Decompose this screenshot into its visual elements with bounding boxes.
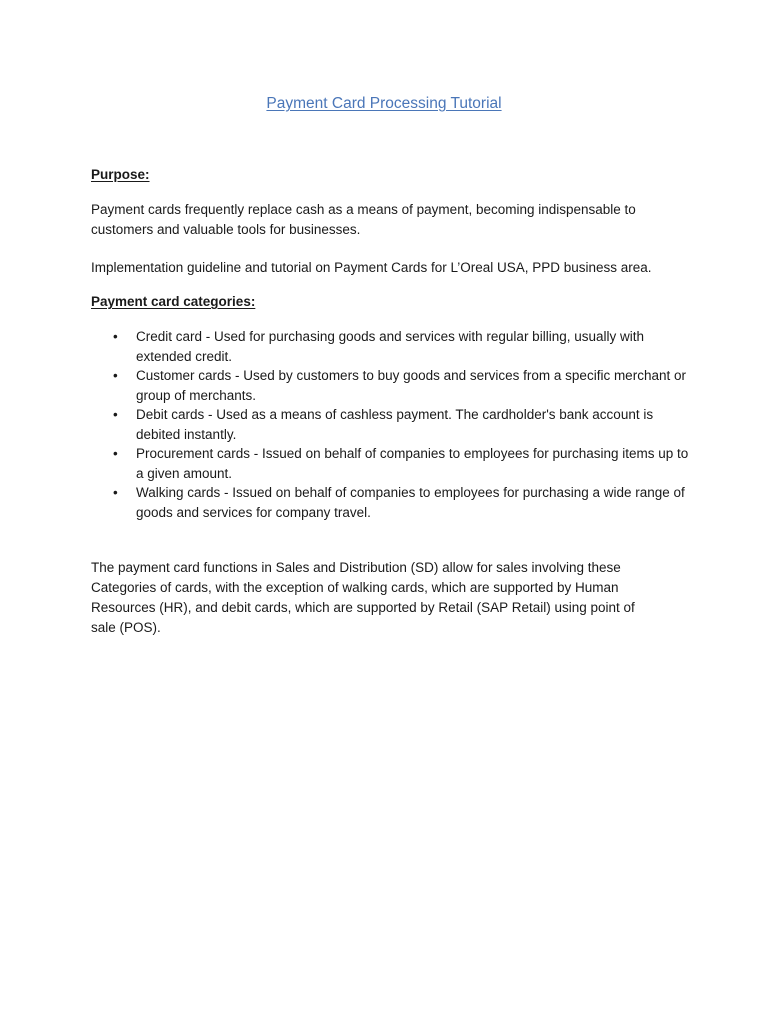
bullet-icon: • <box>113 368 118 383</box>
document-title: Payment Card Processing Tutorial <box>266 95 502 112</box>
implementation-paragraph: Implementation guideline and tutorial on Payment Cards for L’Oreal USA, PPD business area. <box>91 260 652 275</box>
list-item-text: Debit cards - Used as a means of cashless payment. The cardholder's bank account is debited instantly. <box>136 407 654 442</box>
list-item-text: Credit card - Used for purchasing goods and services with regular billing, usually with extended credit. <box>136 329 644 364</box>
purpose-heading: Purpose: <box>91 167 150 182</box>
bullet-icon: • <box>113 407 118 422</box>
bullet-icon: • <box>113 446 118 461</box>
list-item <box>91 483 691 522</box>
bullet-icon: • <box>113 329 118 344</box>
list-item <box>91 444 691 483</box>
list-item <box>91 327 691 366</box>
list-item <box>91 405 691 444</box>
list-item-text: Customer cards - Used by customers to buy goods and services from a specific merchant or group of merchants. <box>136 368 686 403</box>
list-item <box>91 366 691 405</box>
bullet-icon: • <box>113 485 118 500</box>
list-item-text: Procurement cards - Issued on behalf of companies to employees for purchasing items up to a given amount. <box>136 446 689 481</box>
categories-heading: Payment card categories: <box>91 294 256 309</box>
purpose-paragraph: Payment cards frequently replace cash as a means of payment, becoming indispensable to customers and valuable tools for businesses. <box>91 202 636 237</box>
categories-list <box>91 327 691 522</box>
list-item-text: Walking cards - Issued on behalf of companies to employees for purchasing a wide range of goods and services for company travel. <box>136 485 685 520</box>
functions-paragraph: The payment card functions in Sales and Distribution (SD) allow for sales involving these Categories of cards, with the exception of walking cards, which are supported by Human Resources (HR), and debit cards, which are supported by Retail (SAP Retail) using point of sale (POS). <box>91 560 635 635</box>
